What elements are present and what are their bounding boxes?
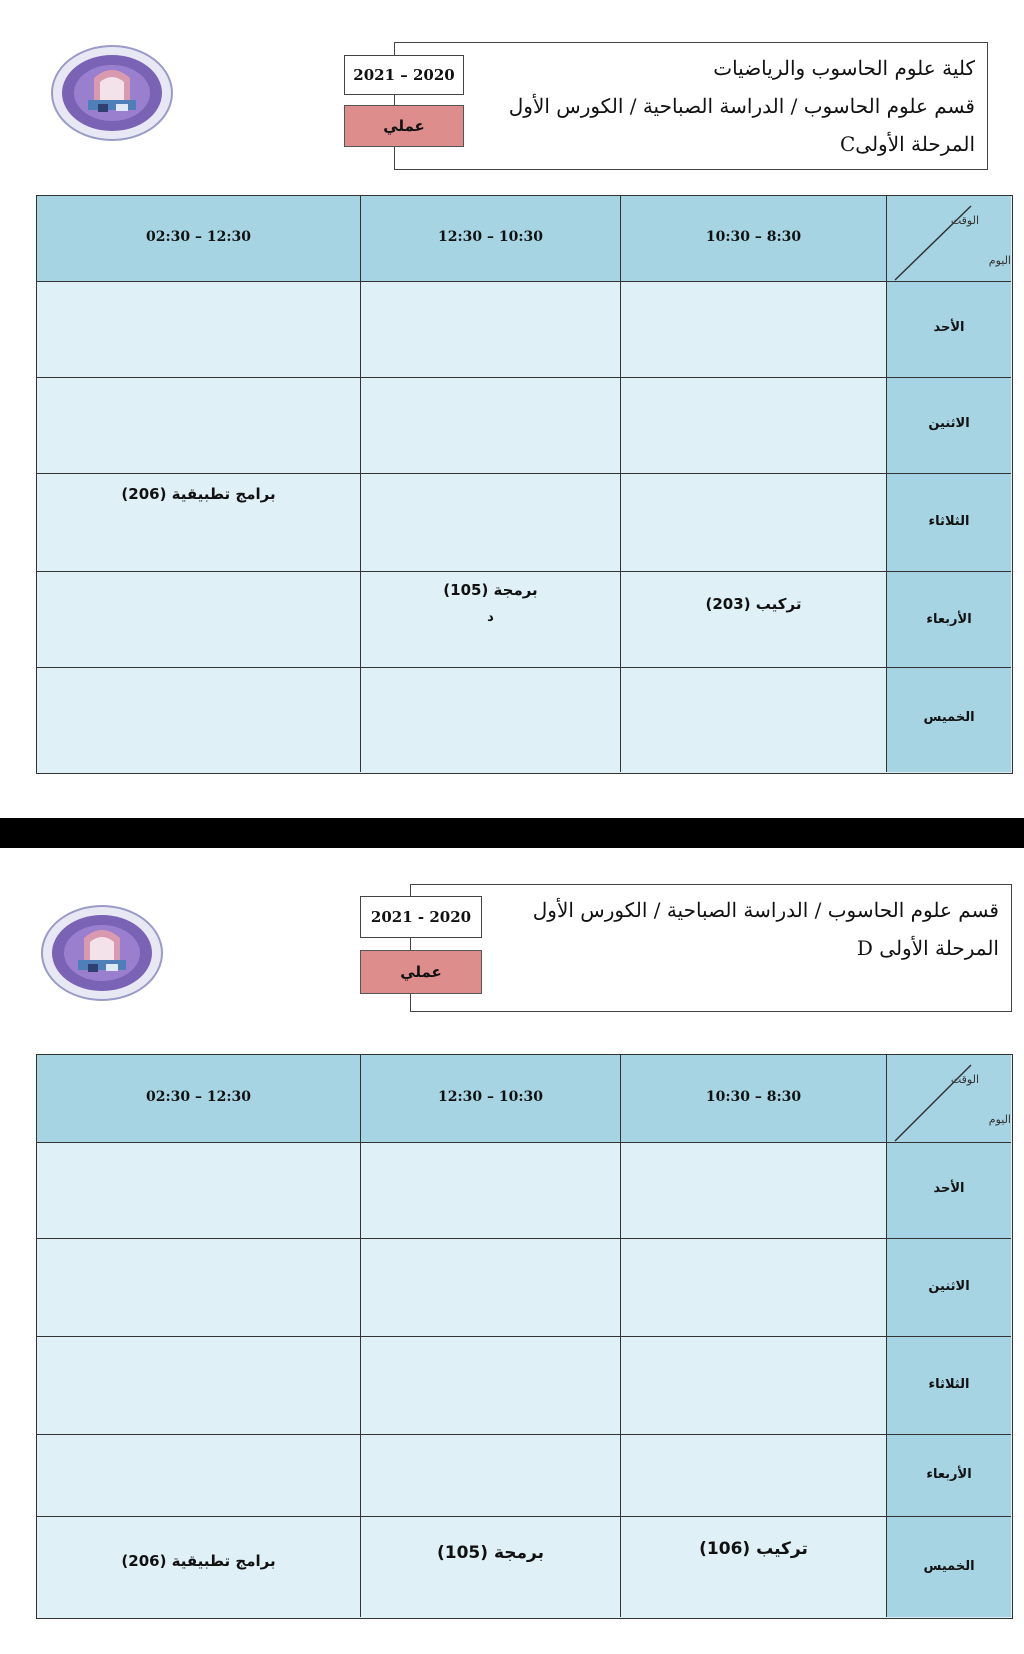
- schedule-cell: [361, 1517, 621, 1617]
- cell-text: تركيب (203): [705, 595, 802, 613]
- corner-header-cell: [887, 1055, 1011, 1143]
- day-label: الأربعاء: [926, 612, 972, 627]
- header-box: [410, 884, 1012, 1012]
- slot-label: 02:30 – 12:30: [145, 1089, 251, 1105]
- corner-time-label: الوقت: [950, 214, 979, 227]
- slot-label: 02:30 – 12:30: [145, 229, 251, 245]
- schedule-cell: [621, 668, 887, 772]
- cell-text: تركيب (106): [699, 1539, 808, 1559]
- department-line: قسم علوم الحاسوب / الدراسة الصباحية / الكورس الأول: [508, 94, 975, 118]
- day-cell: [887, 1337, 1011, 1435]
- day-cell: [887, 572, 1011, 668]
- corner-day-label: اليوم: [988, 254, 1011, 267]
- university-logo-icon: [40, 904, 164, 1002]
- day-cell: [887, 282, 1011, 378]
- cell-text: برمجة (105): [443, 581, 538, 599]
- slot-header-3: [37, 196, 361, 282]
- session-type-badge: عملي: [344, 105, 464, 147]
- day-cell: [887, 1143, 1011, 1239]
- day-label: الاثنين: [928, 1279, 970, 1294]
- day-cell: [887, 1239, 1011, 1337]
- day-label: الاثنين: [928, 416, 970, 431]
- academic-year-box: 2021 - 2020: [360, 896, 482, 938]
- schedule-cell: [37, 572, 361, 668]
- schedule-cell: [37, 378, 361, 474]
- college-title: كلية علوم الحاسوب والرياضيات: [713, 56, 975, 80]
- schedule-cell: [361, 1435, 621, 1517]
- day-label: الخميس: [923, 1559, 975, 1574]
- schedule-cell: [37, 1435, 361, 1517]
- cell-note: د: [487, 610, 494, 625]
- department-line: قسم علوم الحاسوب / الدراسة الصباحية / الكورس الأول: [532, 898, 999, 922]
- slot-header-3: [37, 1055, 361, 1143]
- schedule-cell: [621, 1239, 887, 1337]
- slot-header-2: [361, 196, 621, 282]
- session-type-badge: عملي: [360, 950, 482, 994]
- schedule-cell: [37, 1337, 361, 1435]
- university-logo-icon: [50, 44, 174, 142]
- schedule-cell: [621, 1143, 887, 1239]
- schedule-cell: [361, 1143, 621, 1239]
- day-label: الثلاثاء: [928, 1377, 970, 1392]
- schedule-cell: [621, 572, 887, 668]
- diagonal-divider-icon: [887, 1055, 1011, 1143]
- schedule-section-d: [0, 850, 1024, 1654]
- section-divider: [0, 818, 1024, 848]
- corner-time-label: الوقت: [950, 1073, 979, 1086]
- slot-header-1: [621, 196, 887, 282]
- stage-label: المرحلة الأولى D: [856, 936, 999, 960]
- slot-label: 10:30 – 8:30: [705, 229, 802, 245]
- corner-day-label: اليوم: [988, 1113, 1011, 1126]
- day-cell: [887, 474, 1011, 572]
- day-label: الأربعاء: [926, 1467, 972, 1482]
- schedule-section-c: [0, 0, 1024, 810]
- day-cell: [887, 668, 1011, 772]
- schedule-cell: [37, 1517, 361, 1617]
- schedule-cell: [621, 1337, 887, 1435]
- schedule-cell: [361, 378, 621, 474]
- slot-header-1: [621, 1055, 887, 1143]
- schedule-cell: [37, 1143, 361, 1239]
- slot-label: 12:30 – 10:30: [437, 229, 543, 245]
- academic-year-box: 2021 – 2020: [344, 55, 464, 95]
- schedule-cell: [37, 474, 361, 572]
- header-box: [394, 42, 988, 170]
- schedule-cell: [361, 572, 621, 668]
- slot-label: 10:30 – 8:30: [705, 1089, 802, 1105]
- day-label: الثلاثاء: [928, 514, 970, 529]
- diagonal-divider-icon: [887, 196, 1011, 282]
- schedule-cell: [37, 668, 361, 772]
- schedule-cell: [361, 282, 621, 378]
- day-label: الأحد: [933, 1181, 965, 1196]
- day-cell: [887, 1435, 1011, 1517]
- corner-header-cell: [887, 196, 1011, 282]
- cell-text: برامج تطبيقية (206): [121, 485, 276, 503]
- schedule-cell: [621, 474, 887, 572]
- schedule-cell: [621, 282, 887, 378]
- schedule-cell: [621, 378, 887, 474]
- day-cell: [887, 1517, 1011, 1617]
- schedule-cell: [621, 1517, 887, 1617]
- cell-text: برمجة (105): [436, 1543, 544, 1563]
- schedule-cell: [361, 1337, 621, 1435]
- schedule-cell: [37, 1239, 361, 1337]
- stage-label: المرحلة الأولىC: [839, 132, 975, 156]
- slot-header-2: [361, 1055, 621, 1143]
- cell-text: برامج تطبيقية (206): [121, 1552, 276, 1570]
- day-cell: [887, 378, 1011, 474]
- schedule-cell: [361, 474, 621, 572]
- schedule-cell: [361, 668, 621, 772]
- schedule-cell: [361, 1239, 621, 1337]
- timetable-grid: [36, 1054, 1013, 1619]
- day-label: الخميس: [923, 710, 975, 725]
- schedule-cell: [621, 1435, 887, 1517]
- slot-label: 12:30 – 10:30: [437, 1089, 543, 1105]
- schedule-cell: [37, 282, 361, 378]
- timetable-grid: [36, 195, 1013, 774]
- day-label: الأحد: [933, 320, 965, 335]
